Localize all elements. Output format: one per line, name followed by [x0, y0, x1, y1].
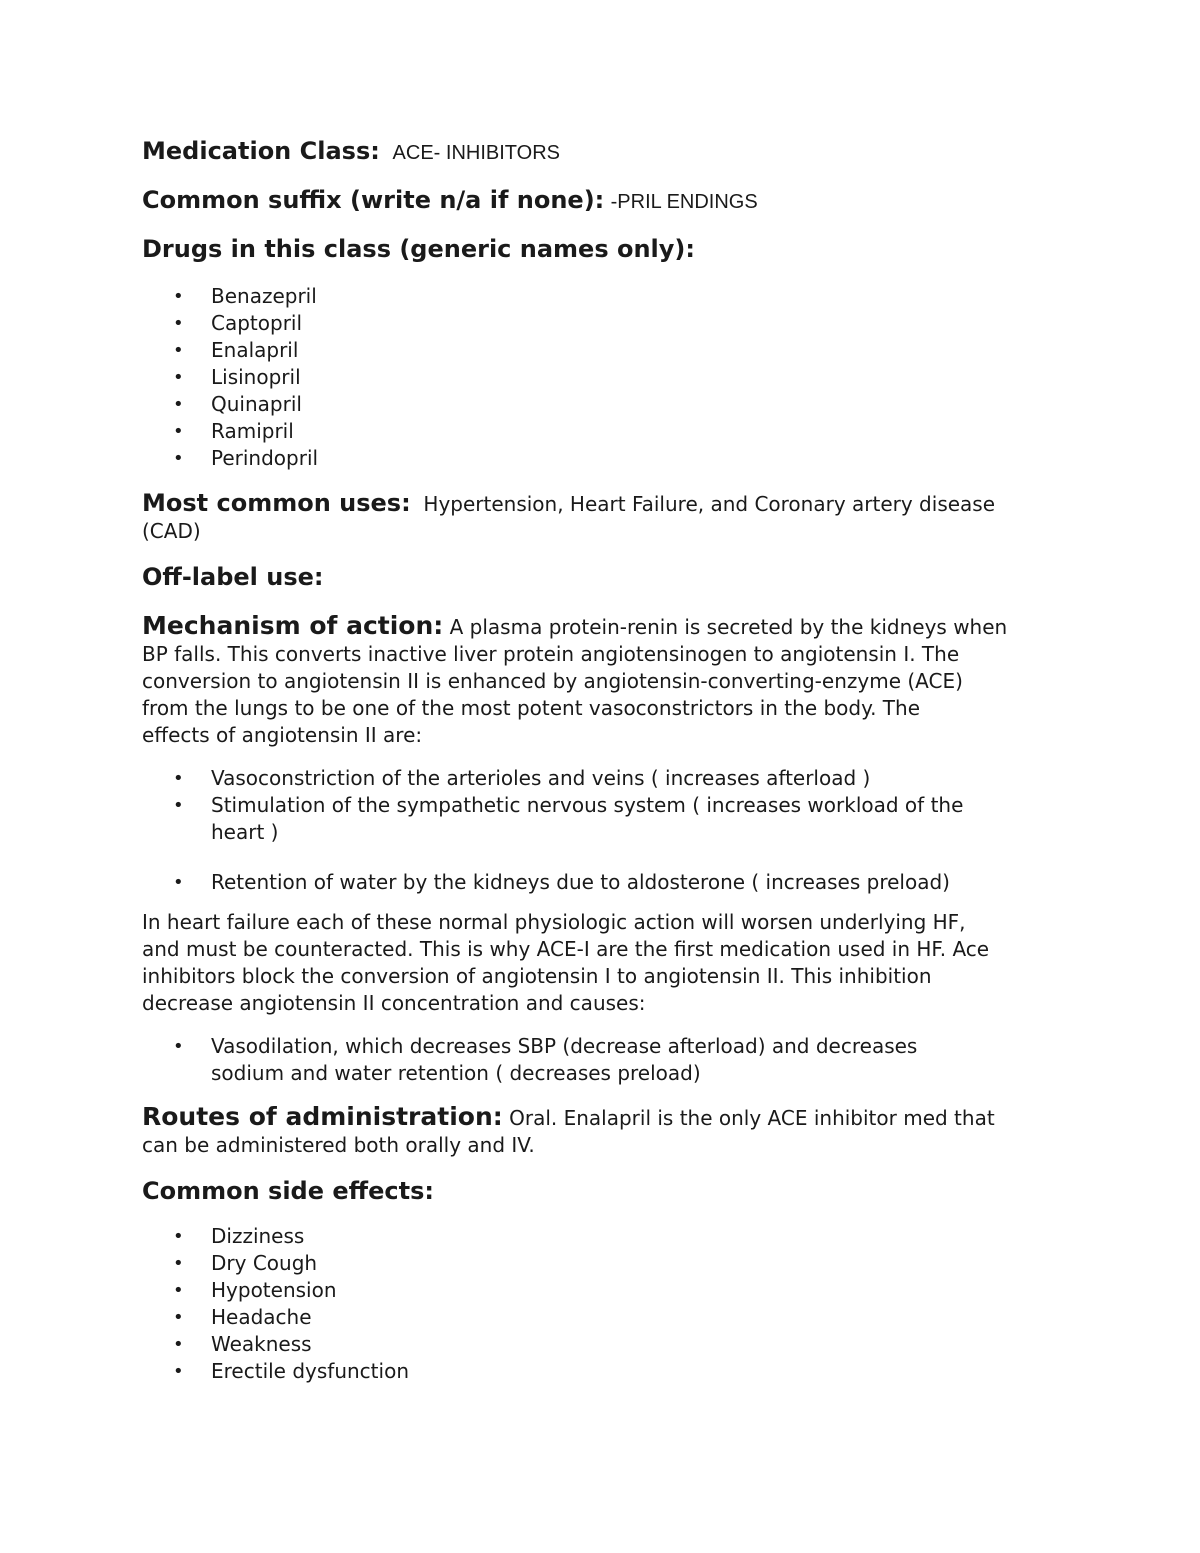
- bullet-icon: •: [173, 872, 184, 893]
- bullet-icon: •: [173, 1253, 184, 1274]
- mechanism-text-3: conversion to angiotensin II is enhanced by angiotensin-converting-enzyme (ACE): [142, 669, 963, 693]
- routes-line: [142, 1103, 1062, 1132]
- off-label-label: Off-label use:: [142, 563, 324, 591]
- uses-label: Most common uses:: [142, 489, 411, 517]
- mechanism-label: Mechanism of action:: [142, 611, 444, 640]
- uses-value-2: (CAD): [142, 519, 201, 543]
- list-item: • Headache: [173, 1305, 312, 1329]
- bullet-icon: •: [173, 448, 184, 469]
- document-page: [142, 138, 1062, 1385]
- suffix-label: Common suffix (write n/a if none):: [142, 186, 605, 214]
- list-item: • Dry Cough: [173, 1251, 318, 1275]
- bullet-icon: •: [173, 340, 184, 361]
- side-effects-label: Common side effects:: [142, 1177, 434, 1205]
- drugs-heading-line: [142, 236, 1062, 264]
- bullet-icon: •: [173, 1307, 184, 1328]
- bullet-icon: •: [173, 768, 184, 789]
- bullet-icon: •: [173, 367, 184, 388]
- list-item: • Vasoconstriction of the arterioles and veins ( increases afterload ): [173, 766, 871, 790]
- medication-class-line: [142, 138, 1062, 167]
- bullet-icon: •: [173, 394, 184, 415]
- bullet-icon: •: [173, 1036, 184, 1057]
- medication-class-label: Medication Class:: [142, 137, 380, 165]
- bullet-icon: •: [173, 1226, 184, 1247]
- list-item: • Captopril: [173, 311, 303, 335]
- hf-paragraph-2: and must be counteracted. This is why ACE-I are the first medication used in HF. Ace: [142, 937, 990, 961]
- off-label-line: [142, 564, 1062, 592]
- uses-value-1: Hypertension, Heart Failure, and Coronary artery disease: [423, 492, 996, 516]
- hf-paragraph-1: In heart failure each of these normal physiologic action will worsen underlying HF,: [142, 910, 966, 934]
- side-effects-heading-line: [142, 1178, 1062, 1206]
- routes-text-1: Oral. Enalapril is the only ACE inhibitor med that: [509, 1106, 995, 1130]
- side-effects-list: [142, 1223, 1062, 1385]
- mechanism-text-5: effects of angiotensin II are:: [142, 723, 423, 747]
- routes-text-2: can be administered both orally and IV.: [142, 1133, 535, 1157]
- list-item: • Dizziness: [173, 1224, 305, 1248]
- bullet-icon: •: [173, 313, 184, 334]
- drugs-list: [142, 283, 1062, 472]
- bullet-icon: •: [173, 421, 184, 442]
- uses-line: [142, 490, 1062, 518]
- list-item: • Ramipril: [173, 419, 294, 443]
- list-item: • Erectile dysfunction: [173, 1359, 409, 1383]
- bullet-icon: •: [173, 1280, 184, 1301]
- medication-class-value: ACE- INHIBITORS: [392, 142, 560, 164]
- routes-label: Routes of administration:: [142, 1102, 503, 1131]
- list-item: • Benazepril: [173, 284, 317, 308]
- suffix-line: [142, 187, 1062, 216]
- hf-paragraph-3: inhibitors block the conversion of angiotensin I to angiotensin II. This inhibition: [142, 964, 932, 988]
- drugs-label: Drugs in this class (generic names only):: [142, 235, 695, 263]
- hf-paragraph-4: decrease angiotensin II concentration and causes:: [142, 991, 646, 1015]
- angiotensin-effects-list: [142, 765, 1062, 896]
- list-item: • Vasodilation, which decreases SBP (decrease afterload) and decreases sodium and water retention ( decreases preload): [173, 1034, 918, 1085]
- list-item: • Stimulation of the sympathetic nervous system ( increases workload of the heart ): [173, 793, 964, 844]
- list-item: • Retention of water by the kidneys due to aldosterone ( increases preload): [173, 870, 950, 894]
- bullet-icon: •: [173, 1361, 184, 1382]
- mechanism-line: [142, 612, 1062, 641]
- list-item: • Weakness: [173, 1332, 312, 1356]
- bullet-icon: •: [173, 1334, 184, 1355]
- suffix-value: -PRIL ENDINGS: [610, 191, 758, 213]
- list-item: • Perindopril: [173, 446, 319, 470]
- list-item: • Quinapril: [173, 392, 302, 416]
- mechanism-text-4: from the lungs to be one of the most potent vasoconstrictors in the body. The: [142, 696, 920, 720]
- bullet-icon: •: [173, 795, 184, 816]
- list-item: • Enalapril: [173, 338, 299, 362]
- mechanism-text-1: A plasma protein-renin is secreted by the kidneys when: [449, 615, 1008, 639]
- bullet-icon: •: [173, 286, 184, 307]
- list-item: • Hypotension: [173, 1278, 337, 1302]
- inhibition-result-list: [142, 1033, 1062, 1087]
- list-item: • Lisinopril: [173, 365, 301, 389]
- mechanism-text-2: BP falls. This converts inactive liver protein angiotensinogen to angiotensin I. The: [142, 642, 960, 666]
